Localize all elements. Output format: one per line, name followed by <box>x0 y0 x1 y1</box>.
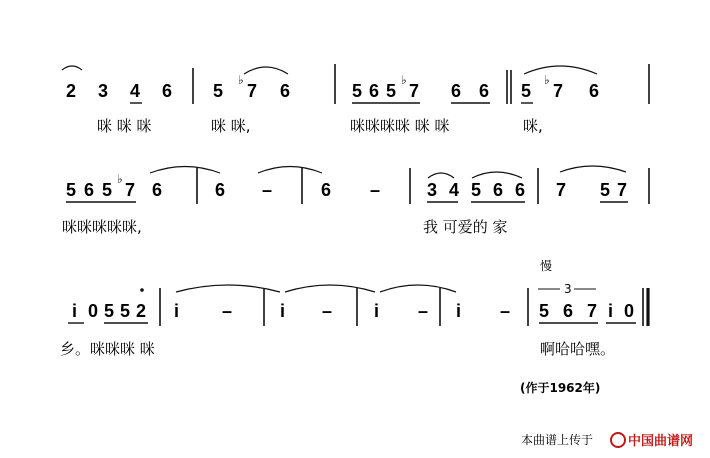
note: i <box>374 301 380 321</box>
note: 6 <box>369 81 380 101</box>
note: i <box>72 301 78 321</box>
note: 5 <box>386 81 397 101</box>
note: i <box>456 301 462 321</box>
dash: – <box>222 301 233 321</box>
note: 7 <box>553 81 564 101</box>
note: 4 <box>130 81 141 101</box>
footer-brand: 中国曲谱网 <box>628 434 694 449</box>
note: 6 <box>563 301 574 321</box>
note: 5 <box>521 81 532 101</box>
note: 5 <box>539 301 550 321</box>
note: 3 <box>427 180 438 200</box>
lyric: 咪 咪, <box>211 117 251 135</box>
dash: – <box>370 180 381 200</box>
flat-sign: ♭ <box>401 73 407 87</box>
dash: – <box>322 301 333 321</box>
note: 5 <box>66 180 77 200</box>
note: 6 <box>280 81 291 101</box>
dash: – <box>418 301 429 321</box>
note: 0 <box>88 301 99 321</box>
system-1 <box>62 64 649 135</box>
note: 7 <box>125 180 136 200</box>
note: 2 <box>66 81 77 101</box>
note: 6 <box>152 180 163 200</box>
composition-note: (作于1962年) <box>520 381 601 395</box>
note: 5 <box>102 180 113 200</box>
note: 6 <box>589 81 600 101</box>
lyric: 咪咪咪咪 咪 咪 <box>350 117 450 135</box>
lyric: 啊哈哈嘿。 <box>540 340 616 358</box>
note: 7 <box>556 180 567 200</box>
footer <box>521 432 693 449</box>
note: 5 <box>471 180 482 200</box>
note: i <box>280 301 286 321</box>
note: 6 <box>479 81 490 101</box>
tempo-marking: 慢 <box>540 259 553 273</box>
flat-sign: ♭ <box>544 73 550 87</box>
note: 6 <box>515 180 526 200</box>
note: 5 <box>352 81 363 101</box>
note: i <box>608 301 614 321</box>
note: 6 <box>162 81 173 101</box>
note: i <box>174 301 180 321</box>
lyric: 乡。咪咪咪 咪 <box>60 340 155 358</box>
note: 7 <box>409 81 420 101</box>
note: 6 <box>321 180 332 200</box>
note: 6 <box>84 180 95 200</box>
lyric: 咪 咪 咪 <box>97 117 152 135</box>
footer-text: 本曲谱上传于 <box>521 433 594 447</box>
note: 5 <box>600 180 611 200</box>
logo-icon <box>611 433 625 447</box>
dash: – <box>262 180 273 200</box>
lyric: 我 可爱的 家 <box>423 218 508 236</box>
lyric: 咪咪咪咪咪, <box>62 218 142 236</box>
system-3 <box>60 258 648 358</box>
note: 2 <box>136 301 147 321</box>
note: 6 <box>451 81 462 101</box>
note: 7 <box>587 301 598 321</box>
triplet-marking: 3 <box>564 282 572 296</box>
note: 0 <box>624 301 635 321</box>
note: 5 <box>120 301 131 321</box>
system-2 <box>62 166 649 236</box>
note: 6 <box>215 180 226 200</box>
note: 4 <box>449 180 460 200</box>
note: 6 <box>493 180 504 200</box>
note: 3 <box>98 81 109 101</box>
dash: – <box>500 301 511 321</box>
flat-sign: ♭ <box>117 172 123 186</box>
note: 7 <box>247 81 258 101</box>
note: 7 <box>617 180 628 200</box>
note: 5 <box>104 301 115 321</box>
flat-sign: ♭ <box>238 73 244 87</box>
lyric: 咪, <box>523 117 543 135</box>
note: 5 <box>213 81 224 101</box>
